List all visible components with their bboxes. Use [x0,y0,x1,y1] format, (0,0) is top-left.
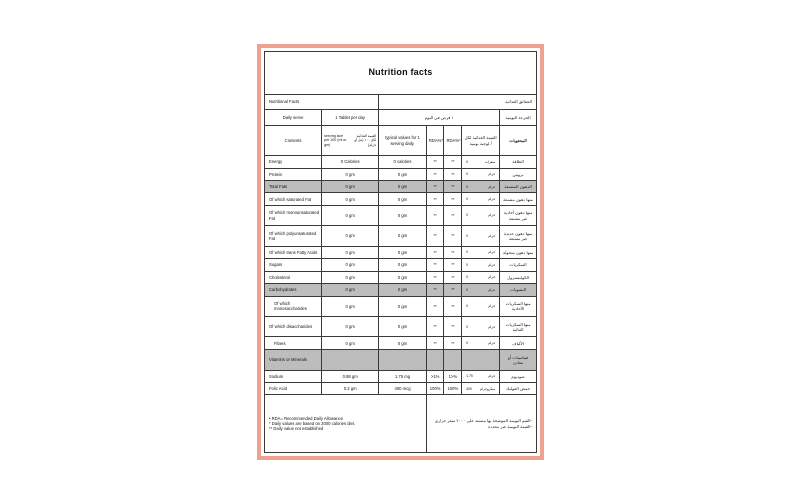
table-row [265,168,537,180]
row-rda-1: ** [426,317,444,337]
table-row [265,370,537,382]
row-rda-2: ** [444,317,462,337]
row-rda-2: ** [444,246,462,258]
page-title: Nutrition facts [265,52,537,95]
col-per100-en: serving size per 100 (ml or gm) [324,133,347,147]
row-per100: 0 gm [322,337,379,350]
table-row [265,271,537,283]
row-typical: 0 gm [379,168,427,180]
footnotes-ar [426,395,536,453]
row-label-ar: صوديوم [500,370,537,382]
row-per100: 0 gm [322,246,379,258]
row-rda-2: ** [444,259,462,271]
row-label-en: Of which disaccharides [265,317,322,337]
row-typical: 1.75 mg [379,370,427,382]
table-row [265,180,537,192]
row-label-ar: منها دهون مشبعة [500,193,537,205]
row-label-ar: منها السكريات الثنائية [500,317,537,337]
row-label-en: Of which saturated Fat [265,193,322,205]
section-title-en: Nutritional Facts [265,94,379,110]
table-row [265,246,537,258]
row-rda-2: ** [444,180,462,192]
vitamins-section [265,350,537,370]
footnote-line: ** Daily value not established [269,426,324,432]
row-label-en: Of which trans Fatty Acids [265,246,322,258]
nutrition-facts-table [264,51,537,453]
row-rda-1: ** [426,337,444,350]
col-typical-en: typical values for 1 serving daily. [379,126,427,156]
daily-serve-value-ar: ١ قرص في اليوم [379,110,500,126]
row-rda-2: ** [444,156,462,168]
row-label-ar: السكريات [500,259,537,271]
row-label-ar: الكوليسترول [500,271,537,283]
row-value-ar: جرام 0 [462,317,500,337]
row-label-en: Sodium [265,370,322,382]
row-per100: 0 gm [322,259,379,271]
row-rda-1: ** [426,156,444,168]
row-per100: 0 Calories [322,156,379,168]
vitamins-header-blank-5 [462,350,500,370]
row-value-ar: جرام 0 [462,180,500,192]
row-per100: 0 gm [322,317,379,337]
row-value-ar: جرام 0 [462,259,500,271]
row-rda-1: ** [426,226,444,246]
section-header-row [265,94,537,110]
row-rda-1: ** [426,168,444,180]
row-per100: 0 gm [322,284,379,296]
vitamins-header-blank-1 [322,350,379,370]
row-value-ar: جرام 0 [462,205,500,225]
row-typical: 400 mcg [379,382,427,394]
row-rda-1: ** [426,180,444,192]
row-typical: 0 gm [379,246,427,258]
row-value-ar: جرام 0 [462,246,500,258]
table-row [265,226,537,246]
footnote-line-ar: -القيمة اليومية غير محددة [488,423,532,429]
row-per100: 0 gm [322,296,379,316]
row-label-en: Energy [265,156,322,168]
row-value-ar: جرام 0 [462,271,500,283]
row-label-ar: حمض الفوليك [500,382,537,394]
row-typical: 0 gm [379,317,427,337]
col-contents-ar: المحتويات [500,126,537,156]
row-per100: 0 gm [322,271,379,283]
row-rda-1: >1% [426,370,444,382]
row-label-en: Fibers [265,337,322,350]
daily-serve-value-en: 1 Tablet per day [322,110,379,126]
row-typical: 0 gm [379,205,427,225]
footnotes-section [265,395,537,453]
row-label-ar: منها دهون متحولة [500,246,537,258]
row-per100: 0 gm [322,205,379,225]
vitamins-header-en: Vitamins or Minerals [265,350,322,370]
row-per100: 0 gm [322,226,379,246]
col-per100-ar: القيمة الغذائية لكل ١٠٠ (مل أو جرام) [354,134,377,147]
section-title-ar: الحقائق الغذائية [379,94,537,110]
footnote-line: * Daily values are based on 2000 calories diet. [269,421,356,427]
nutrition-facts-panel [257,44,544,460]
table-row [265,296,537,316]
footnotes-en [265,395,427,453]
row-typical: 0 gm [379,284,427,296]
row-rda-2: ** [444,284,462,296]
row-value-ar: جرام 0 [462,226,500,246]
row-label-ar: منها السكريات الأحادية [500,296,537,316]
row-label-en: Of which monounsaturated Fat [265,205,322,225]
row-per100: 0.88 gm [322,370,379,382]
row-rda-2: ** [444,337,462,350]
table-row [265,156,537,168]
table-row [265,382,537,394]
row-rda-1: ** [426,246,444,258]
table-row [265,259,537,271]
row-rda-1: ** [426,193,444,205]
col-contents-en: Contents [265,126,322,156]
row-label-en: Protein [265,168,322,180]
row-rda-2: 1>% [444,370,462,382]
table-row [265,193,537,205]
row-typical: 0 gm [379,226,427,246]
row-value-ar: جرام 0 [462,337,500,350]
row-rda-2: ** [444,271,462,283]
vitamins-header-blank-4 [444,350,462,370]
row-label-en: Cholesterol [265,271,322,283]
row-value-ar: جرام 0 [462,168,500,180]
row-rda-1: ** [426,205,444,225]
row-label-en: Total Fats [265,180,322,192]
vitamins-header-ar: فيتامينات أو معادن [500,350,537,370]
row-typical: 0 gm [379,337,427,350]
row-value-ar: جرام 0 [462,284,500,296]
row-typical: 0 calories [379,156,427,168]
row-rda-1: ** [426,284,444,296]
vitamins-header-row [265,350,537,370]
row-per100: 0.2 gm [322,382,379,394]
row-label-en: Carbohydrates [265,284,322,296]
row-value-ar: ميكروجرام 400 [462,382,500,394]
col-typical-ar: القيمة الغذائية لكل / لوجبة يومية [462,126,500,156]
row-typical: 0 gm [379,259,427,271]
row-rda-2: ** [444,296,462,316]
row-per100: 0 gm [322,180,379,192]
row-label-ar: بروتين [500,168,537,180]
row-label-en: Sugars [265,259,322,271]
row-rda-1: ** [426,271,444,283]
daily-serve-label-en: Daily serve [265,110,322,126]
daily-serve-row [265,110,537,126]
row-per100: 0 gm [322,168,379,180]
col-per100 [322,126,379,156]
row-rda-1: ** [426,259,444,271]
row-rda-2: ** [444,226,462,246]
row-rda-2: ** [444,193,462,205]
nutrient-rows [265,156,537,350]
row-value-ar: جرام 1.75 [462,370,500,382]
row-label-ar: الدهون المشبعة [500,180,537,192]
row-label-ar: منها دهون عديدة غير مشبعة [500,226,537,246]
row-label-en: Of which polyunsaturated Fat [265,226,322,246]
table-row [265,317,537,337]
column-header-row [265,126,537,156]
row-rda-2: 100% [444,382,462,394]
row-rda-2: ** [444,205,462,225]
row-value-ar: جرام 0 [462,296,500,316]
table-row [265,337,537,350]
footnote-row [265,395,537,453]
row-value-ar: جرام 0 [462,193,500,205]
row-typical: 0 gm [379,180,427,192]
table-row [265,205,537,225]
row-label-ar: الطاقة [500,156,537,168]
col-rda-2: RDA%* [444,126,462,156]
row-rda-2: ** [444,168,462,180]
row-label-ar: الألياف [500,337,537,350]
footnote-line-ar: -القيم اليومية الموضحة بها مستند على ٢٠٠٠ سعر حراري [434,418,532,424]
row-typical: 0 gm [379,271,427,283]
vitamin-rows [265,370,537,395]
row-rda-1: ** [426,296,444,316]
row-per100: 0 gm [322,193,379,205]
row-label-ar: النشويات [500,284,537,296]
row-label-en: Folic Acid [265,382,322,394]
row-typical: 0 gm [379,193,427,205]
vitamins-header-blank-3 [426,350,444,370]
footnote-line: • RDA= Recommended Daily Allowance [269,415,343,421]
row-typical: 0 gm [379,296,427,316]
col-rda-1: RDA%* [426,126,444,156]
row-value-ar: سعرات 0 [462,156,500,168]
title-row [265,52,537,95]
row-rda-1: 100% [426,382,444,394]
vitamins-header-blank-2 [379,350,427,370]
row-label-en: Of which monosaccharides [265,296,322,316]
table-row [265,284,537,296]
row-label-ar: منها دهون أحادية غير مشبعة [500,205,537,225]
daily-serve-label-ar: الجرعة اليومية [500,110,537,126]
